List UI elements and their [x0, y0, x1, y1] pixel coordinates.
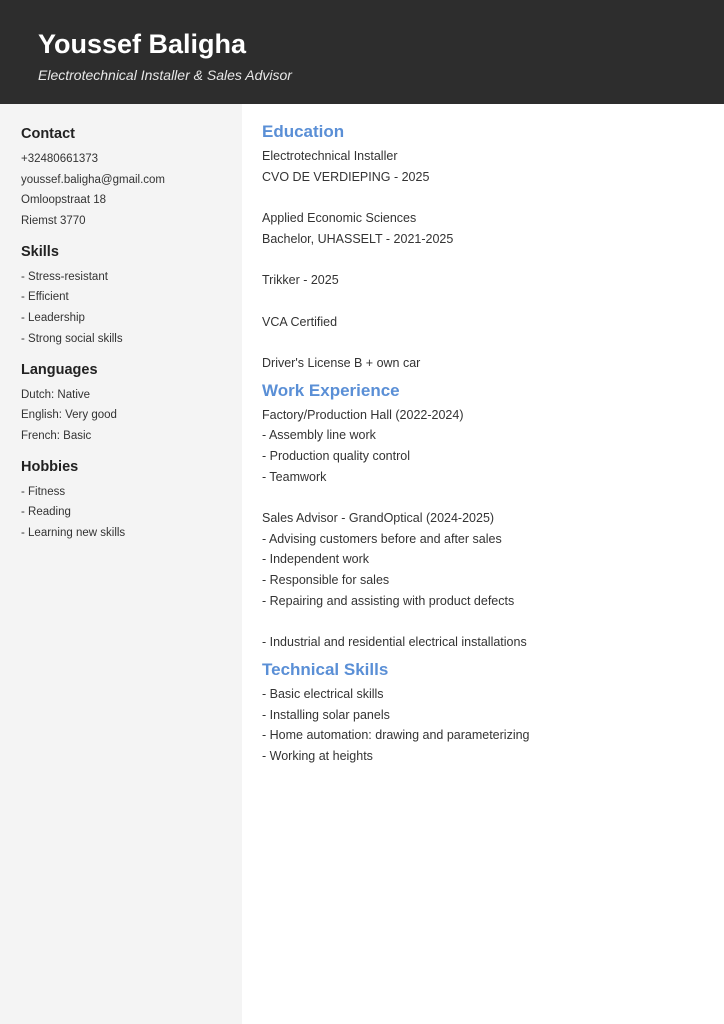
contact-email: youssef.baligha@gmail.com — [21, 173, 165, 186]
education-line: VCA Certified — [262, 314, 338, 329]
education-line: Driver's License B + own car — [262, 355, 421, 370]
languages-heading: Languages — [21, 361, 98, 378]
hobby-item: - Fitness — [21, 485, 66, 498]
skill-item: - Strong social skills — [21, 332, 123, 345]
main-content — [262, 120, 712, 772]
education-line: Electrotechnical Installer — [262, 149, 398, 163]
education-line: Bachelor, UHASSELT - 2021-2025 — [262, 231, 454, 246]
technical-line: - Home automation: drawing and parameterizing — [262, 728, 530, 743]
contact-city: Riemst 3770 — [21, 215, 86, 228]
skill-item: - Efficient — [21, 291, 69, 304]
spacer — [262, 487, 712, 508]
spacer — [262, 187, 712, 208]
work-line: Sales Advisor - GrandOptical (2024-2025) — [262, 511, 495, 525]
hobbies-heading: Hobbies — [21, 458, 79, 475]
work-line: - Teamwork — [262, 469, 327, 484]
language-item: French: Basic — [21, 429, 92, 442]
language-item: English: Very good — [21, 409, 117, 422]
technical-line: - Installing solar panels — [262, 707, 390, 722]
contact-street: Omloopstraat 18 — [21, 194, 107, 207]
skills-section — [21, 242, 236, 350]
work-line: - Industrial and residential electrical installations — [262, 635, 527, 650]
contact-phone: +32480661373 — [21, 153, 99, 165]
contact-heading: Contact — [21, 126, 75, 142]
languages-section — [21, 360, 236, 447]
work-line: - Production quality control — [262, 448, 410, 463]
skill-item: - Leadership — [21, 312, 85, 325]
hobbies-section — [21, 457, 236, 544]
technical-line: - Basic electrical skills — [262, 686, 384, 701]
technical-section — [262, 658, 712, 767]
sidebar — [0, 104, 242, 1024]
hobby-item: - Learning new skills — [21, 526, 126, 539]
work-line: - Repairing and assisting with product defects — [262, 593, 515, 608]
work-line: - Assembly line work — [262, 428, 376, 443]
spacer — [262, 611, 712, 632]
candidate-title: Electrotechnical Installer & Sales Advisor — [38, 67, 292, 83]
education-line: Trikker - 2025 — [262, 273, 339, 288]
technical-line: - Working at heights — [262, 748, 373, 763]
skills-heading: Skills — [21, 243, 59, 260]
education-line: Applied Economic Sciences — [262, 211, 417, 226]
hobby-item: - Reading — [21, 506, 71, 519]
contact-section — [21, 124, 236, 232]
technical-heading: Technical Skills — [262, 659, 389, 679]
language-item: Dutch: Native — [21, 388, 91, 401]
candidate-name: Youssef Baligha — [38, 29, 247, 59]
spacer — [262, 291, 712, 312]
education-heading: Education — [262, 122, 345, 141]
work-line: Factory/Production Hall (2022-2024) — [262, 407, 464, 422]
work-line: - Responsible for sales — [262, 573, 390, 588]
education-section — [262, 120, 712, 374]
spacer — [262, 332, 712, 353]
education-line: CVO DE VERDIEPING - 2025 — [262, 169, 430, 184]
skill-item: - Stress-resistant — [21, 270, 108, 283]
spacer — [262, 249, 712, 270]
work-line: - Advising customers before and after sales — [262, 531, 502, 546]
resume-header — [0, 0, 724, 104]
work-line: - Independent work — [262, 552, 370, 567]
work-heading: Work Experience — [262, 380, 400, 400]
work-section — [262, 379, 712, 653]
